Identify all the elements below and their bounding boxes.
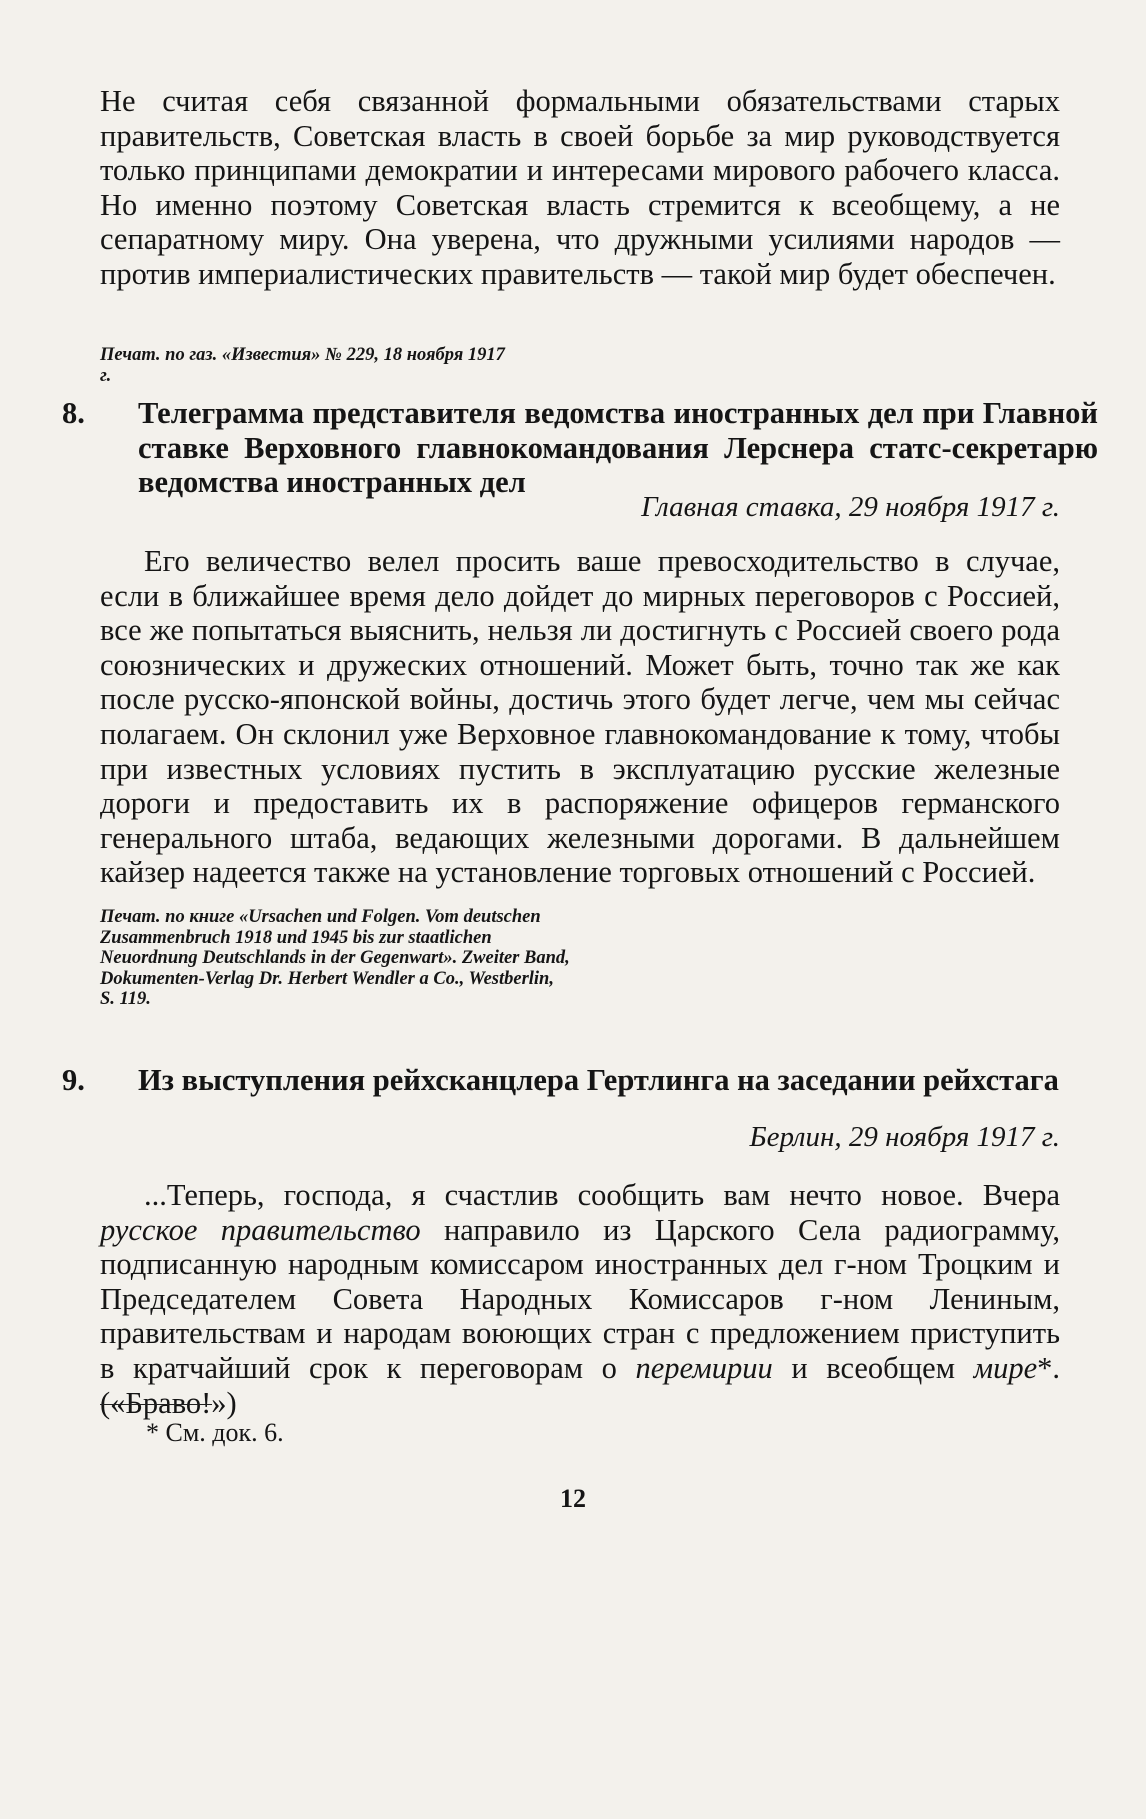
doc9-title: Из выступления рейхсканцлера Гертлинга на заседании рейхстага	[138, 1063, 1059, 1097]
doc9-body-text-1: ...Теперь, господа, я счастлив сообщить вам нечто новое. Вчера	[144, 1178, 1060, 1212]
doc9-body-text-2: направило из Царского Села радиограмму, подписанную народным комиссаром иностранных дел г-ном Троцким и Председателем Совета Народных Комиссаров г-ном Лениным, правительствам и народам воюющих стран с предложением приступить в кратчайший срок к переговорам о	[100, 1212, 1060, 1385]
doc8-body: Его величество велел просить ваше превосходительство в случае, если в ближайшее время дело дойдет до мирных переговоров с Россией, все же попытаться выяснить, нельзя ли достигнуть с Россией своего рода союзнических и дружеских отношений. Может быть, точно так же как после русско-японской войны, достичь этого будет легче, чем мы сейчас полагаем. Он склонил уже Верховное главнокомандование к тому, чтобы при известных условиях пустить в эксплуатацию русские железные дороги и предоставить их в распоряжение офицеров германского генерального штаба, ведающих железными дорогами. В дальнейшем кайзер надеется также на установление торговых отношений с Россией.	[100, 544, 1060, 890]
intro-paragraph: Не считая себя связанной формальными обязательствами старых правительств, Советская власть в своей борьбе за мир руководствуется только принципами демократии и интересами мирового рабочего класса. Но именно поэтому Советская власть стремится к всеобщему, а не сепаратному миру. Она уверена, что дружными усилиями народов — против империалистических правительств — такой мир будет обеспечен.	[100, 84, 1060, 291]
doc8-title: Телеграмма представителя ведомства иностранных дел при Главной ставке Верховного главнокомандования Лерснера статс-секретарю ведомства иностранных дел	[138, 396, 1098, 500]
doc9-body-text-3: и всеобщем	[772, 1350, 974, 1385]
source-citation-1: Печат. по газ. «Известия» № 229, 18 ноября 1917 г.	[100, 345, 505, 386]
doc8-source-citation: Печат. по книге «Ursachen und Folgen. Vom deutschen Zusammenbruch 1918 und 1945 bis zur staatlichen Neuordnung Deutschlands in der Gegenwart». Zweiter Band, Dokumenten-Verlag Dr. Herbert Wendler a Co., Westberlin, S. 119.	[100, 907, 570, 1009]
doc8-number: 8.	[62, 396, 85, 430]
doc9-body-emphasis-3: мире	[973, 1350, 1038, 1385]
doc8-place-date: Главная ставка, 29 ноября 1917 г.	[641, 491, 1060, 523]
doc9-body-emphasis-2: перемирии	[635, 1350, 773, 1385]
doc9-number: 9.	[62, 1063, 85, 1097]
page-number: 12	[560, 1484, 586, 1513]
doc9-body-emphasis-1: русское правительство	[100, 1212, 421, 1247]
doc9-place-date: Берлин, 29 ноября 1917 г.	[749, 1121, 1060, 1153]
doc9-body-text-4: *. («Браво!»)	[100, 1350, 1060, 1420]
doc9-body	[100, 1178, 1060, 1420]
doc8-heading	[62, 396, 1098, 500]
footnote: * См. док. 6.	[146, 1418, 284, 1447]
doc9-heading	[62, 1063, 1098, 1098]
footnote-divider	[100, 1404, 212, 1405]
